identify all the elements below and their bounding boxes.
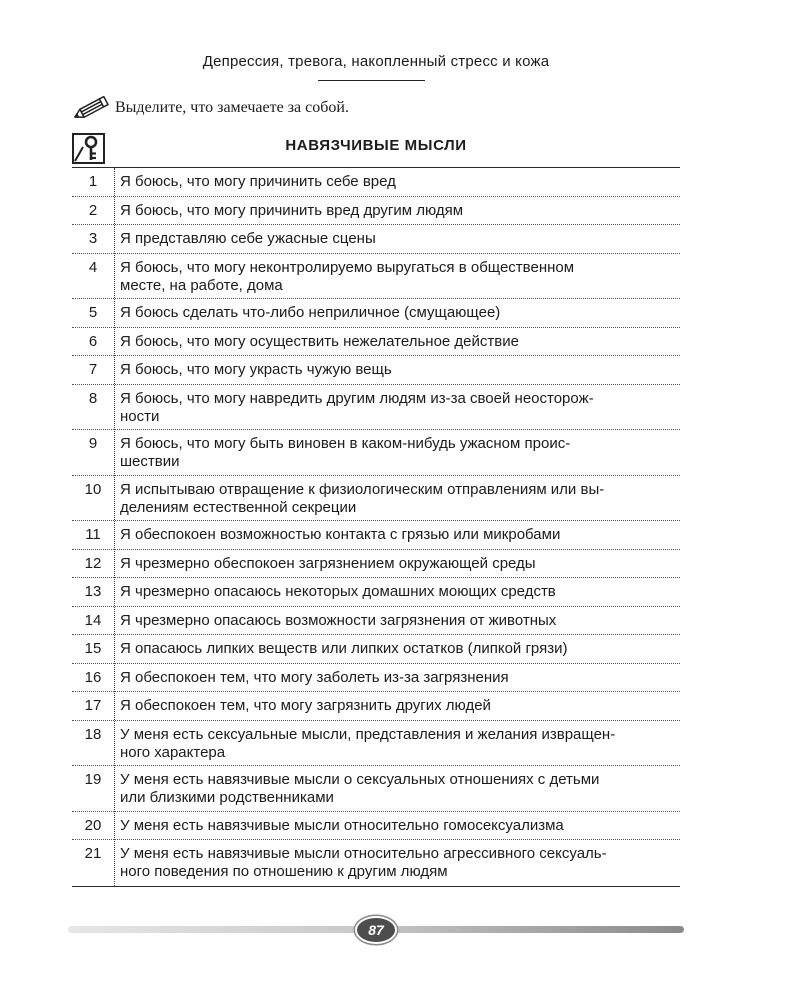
- row-text-line: Я боюсь, что могу осуществить нежелательное действие: [120, 332, 519, 350]
- row-text-line: У меня есть навязчивые мысли относительно агрессивного сексуаль-: [120, 845, 607, 862]
- pencil-icon: [71, 96, 109, 122]
- running-title: Депрессия, тревога, накопленный стресс и кожа: [202, 53, 550, 70]
- table-row: [72, 766, 680, 812]
- row-text: [114, 578, 556, 606]
- table-row: [72, 664, 680, 693]
- row-text-line: Я боюсь, что могу быть виновен в каком-нибудь ужасном проис-: [120, 435, 571, 452]
- row-number: 16: [84, 668, 102, 686]
- row-text-line: или близкими родственниками: [120, 789, 334, 806]
- table-row: [72, 356, 680, 385]
- table-row: [72, 692, 680, 721]
- row-text-line: Я обеспокоен тем, что могу заболеть из-за загрязнения: [120, 668, 509, 686]
- table-row: [72, 225, 680, 254]
- row-text-line: Я чрезмерно обеспокоен загрязнением окружающей среды: [120, 554, 536, 572]
- row-text-line: У меня есть навязчивые мысли относительно гомосексуализма: [120, 816, 564, 834]
- row-text-line: Я боюсь, что могу навредить другим людям из-за своей неосторож-: [120, 389, 594, 407]
- row-text: [114, 550, 536, 578]
- row-number: 21: [84, 845, 102, 862]
- row-text-line: месте, на работе, дома: [120, 276, 283, 294]
- row-text-line: У меня есть навязчивые мысли о сексуальных отношениях с детьми: [120, 771, 600, 788]
- table-row: [72, 578, 680, 607]
- row-number: 17: [84, 697, 102, 714]
- row-number: 6: [88, 332, 98, 350]
- row-text-line: ного характера: [120, 743, 226, 761]
- section-title: НАВЯЗЧИВЫЕ МЫСЛИ: [285, 137, 467, 154]
- row-text: [114, 328, 519, 356]
- row-text-line: делениям естественной секреции: [120, 498, 357, 516]
- table-row: [72, 721, 680, 767]
- row-number: 14: [84, 611, 102, 629]
- row-text: [114, 476, 604, 521]
- row-text-line: Я опасаюсь липких веществ или липких остатков (липкой грязи): [120, 640, 568, 657]
- row-text-line: Я испытываю отвращение к физиологическим отправлениям или вы-: [120, 480, 605, 498]
- row-number: 5: [88, 304, 98, 321]
- obsessive-thoughts-table: [72, 167, 680, 887]
- table-row: [72, 521, 680, 550]
- row-number: 12: [84, 554, 102, 572]
- row-text-line: Я обеспокоен тем, что могу загрязнить других людей: [120, 697, 491, 714]
- row-text: [114, 607, 556, 635]
- table-row: [72, 476, 680, 522]
- row-text: [114, 254, 574, 299]
- row-text-line: ности: [120, 407, 160, 425]
- table-row: [72, 299, 680, 328]
- row-text: [114, 664, 509, 692]
- row-text-line: Я чрезмерно опасаюсь возможности загрязнения от животных: [120, 611, 557, 629]
- row-text: [114, 766, 599, 811]
- row-text: [114, 385, 594, 430]
- page-number: 87: [355, 916, 397, 944]
- row-number: 3: [88, 230, 98, 247]
- row-text-line: Я боюсь, что могу украсть чужую вещь: [120, 361, 392, 378]
- row-number: 20: [84, 816, 102, 834]
- table-row: [72, 840, 680, 886]
- row-text: [114, 692, 491, 720]
- key-icon: [72, 133, 105, 164]
- table-row: [72, 607, 680, 636]
- table-row: [72, 328, 680, 357]
- row-text: [114, 430, 570, 475]
- row-text: [114, 197, 463, 225]
- table-row: [72, 430, 680, 476]
- row-text-line: Я чрезмерно опасаюсь некоторых домашних моющих средств: [120, 583, 556, 600]
- table-row: [72, 254, 680, 300]
- row-text-line: Я боюсь, что могу причинить себе вред: [120, 173, 396, 190]
- row-text: [114, 225, 376, 253]
- row-number: 1: [88, 173, 98, 190]
- row-text: [114, 168, 396, 196]
- row-text: [114, 635, 567, 663]
- row-text-line: Я боюсь сделать что-либо неприличное (смущающее): [120, 304, 501, 321]
- row-text-line: Я боюсь, что могу причинить вред другим людям: [120, 201, 464, 219]
- row-number: 19: [84, 771, 102, 788]
- row-number: 4: [88, 258, 98, 276]
- row-text: [114, 812, 564, 840]
- table-row: [72, 635, 680, 664]
- row-number: 18: [84, 725, 102, 743]
- row-number: 11: [85, 526, 101, 543]
- row-number: 8: [88, 389, 98, 407]
- row-text: [114, 299, 500, 327]
- row-text: [114, 521, 560, 549]
- row-text-line: ного поведения по отношению к другим людям: [120, 863, 448, 880]
- table-row: [72, 168, 680, 197]
- row-number: 2: [88, 201, 98, 219]
- row-number: 7: [88, 361, 98, 378]
- row-number: 15: [84, 640, 102, 657]
- table-row: [72, 197, 680, 226]
- row-number: 10: [84, 480, 102, 498]
- row-text-line: Я обеспокоен возможностью контакта с грязью или микробами: [120, 526, 561, 543]
- running-title-rule: [318, 80, 425, 81]
- table-row: [72, 812, 680, 841]
- row-text-line: Я представляю себе ужасные сцены: [120, 230, 376, 247]
- row-text-line: Я боюсь, что могу неконтролируемо выругаться в общественном: [120, 258, 575, 276]
- row-text: [114, 356, 392, 384]
- instruction-text: Выделите, что замечаете за собой.: [115, 99, 349, 116]
- table-row: [72, 385, 680, 431]
- row-text-line: У меня есть сексуальные мысли, представления и желания извращен-: [120, 725, 616, 743]
- row-text-line: шествии: [120, 453, 180, 470]
- row-text: [114, 840, 607, 886]
- row-text: [114, 721, 615, 766]
- row-number: 9: [88, 435, 98, 452]
- row-number: 13: [84, 583, 102, 600]
- table-row: [72, 550, 680, 579]
